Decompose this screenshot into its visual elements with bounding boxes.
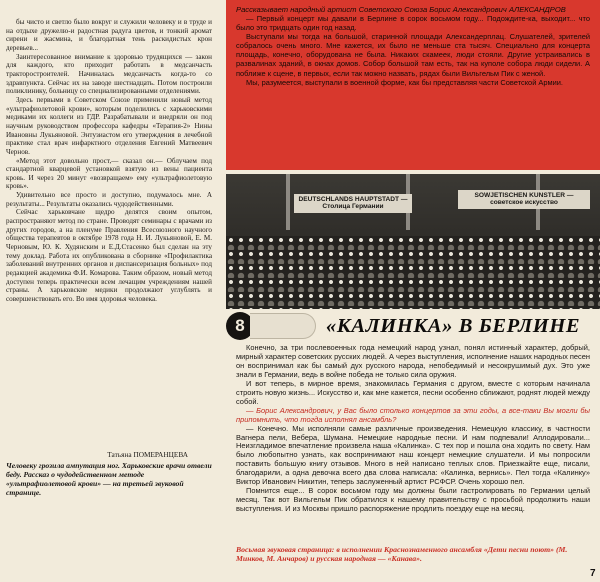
author-signature: Татьяна ПОМЕРАНЦЕВА bbox=[107, 450, 188, 459]
photo-banner-right: SOWJETISCHEN KUNSTLER — советское искусство bbox=[458, 190, 590, 209]
photo-banner-left: DEUTSCHLANDS HAUPTSTADT — Столица Германии bbox=[294, 194, 412, 213]
story-paragraph: И вот теперь, в мирное время, знакомилась Германия с другом, вместе с которым начинала строить новую жизнь... Искусство и, как мне кажется, песни особенно сближают, роднят людей между собой. bbox=[236, 378, 590, 406]
interview-text bbox=[226, 344, 600, 518]
story-paragraph: Конечно, за три послевоенных года немецкий народ узнал, понял истинный характер, добрый, мирный характер советских русских людей. А через выступления, исполнение наших народных песен он воспринимал как бы самый дух русского народа, непобедимый и несокрушимый дух. Это уже знали в Германии, ведь в войне победа не только сила оружия. bbox=[236, 344, 590, 379]
intro-paragraph: Мы, разумеется, выступали в военной форме, как бы представляя части Советской Армии. bbox=[246, 77, 564, 87]
left-paragraph: Здесь первыми в Советском Союзе применили новый метод «ультрафиолетовой крови», которым поделились с харьковскими медиками их коллеги из ГДР. Разрабатывали и внедряли он под научным руководством профессора кафедры «Терапия-2» Нины Ивановны Лукьяновой. Энтузиастом его утверждения в лечебной практике стал врач инфарктного отделения Евгений Матвеевич Чернов. bbox=[6, 95, 212, 156]
left-paragraph: «Метод этот довольно прост,— сказал он.— Облучаем под стандартной кварцевой установкой взятую из вены пациента кровь. И через 20 минут «возвращаем» ему «ультрафиолетовую кровь». bbox=[6, 156, 212, 191]
choir-photo bbox=[226, 174, 600, 309]
section-number-badge: 8 bbox=[226, 312, 254, 340]
left-paragraph: Сейчас харьковчане щедро делятся своим опытом, распространяют метод по стране. Проводят семинары с врачами из других городов, а на пленуме Правления Всесоюзного научного общества терапевтов в октябре 1978 года Н. И. Лукьяновой, Е. М. Черновым, Ю. К. Худянским и Е.Д.Стасенко был сделан на эту тему доклад. Работа их опубликована в сборнике «Профилактика заболеваний внутренних органов и диспансеризация больных» под редакцией академика Ф.И. Комарова. Таким образом, новый метод доступен теперь практически всем лечащим учреждениям нашей страны. А харьковские медики продолжают углублять и совершенствовать его. Во имя здоровья человека. bbox=[6, 208, 212, 303]
left-column bbox=[0, 0, 218, 582]
left-paragraph: Заинтересованное внимание к здоровью трудящихся — закон для каждого, кто приходит работать в медсанчасть тракторостроителей. Начиналась медсанчасть когда-то со здравпункта. Сейчас их на заводе шестнадцать. Потом построили поликлинику, больницу со специализированными отделениями. bbox=[6, 52, 212, 96]
section-headline: «КАЛИНКА» В БЕРЛИНЕ bbox=[326, 314, 581, 337]
intro-box bbox=[226, 0, 600, 170]
intro-text bbox=[236, 14, 590, 87]
left-article-text bbox=[6, 18, 212, 450]
photo-mast bbox=[286, 174, 290, 230]
story-answer: — Конечно. Мы исполняли самые различные произведения. Немецкую классику, в частности Вагнера пели, Вебера, Шумана. Немецкие народные песни. И нам подпевали! Аплодировали... Неизгладимое впечатление произвела наша «Калинка». С тех пор и пошла она ходить по свету. Нам было любопытно узнать, как воспринимают наш концерт немецкие слушатели. И мы попросили поставить большую книгу отзывов. Много в ней написано теплых слов. Приезжайте еще, писали, благодарили, а одна девочка всего два слова написала: «Калинка, вернись». Пел тогда «Калинку» Виктор Иванович Никитин, теперь заслуженный артист РСФСР. Очень хорошо пел. bbox=[236, 423, 590, 487]
left-caption: Человеку грозила ампутация ног. Харьковские врачи отвели беду. Рассказ о чудодейственном методе «ультрафиолетовой крови» — на третьей звуковой странице. bbox=[6, 461, 212, 497]
section-header bbox=[226, 312, 600, 340]
sound-page-caption: Восьмая звуковая страница: в исполнении Краснознаменного ансамбля «Дети песни поют» (М. Минков, М. Анчаров) и русская народная — «Канава». bbox=[236, 545, 568, 564]
badge-tab-shape bbox=[250, 313, 316, 339]
photo-choir-crowd bbox=[226, 236, 600, 309]
story-answer: Помнится еще... В сорок восьмом году мы должны были гастролировать по Германии целый месяц. Так вот Вильгельм Пик обратился к нашему правительству с просьбой продолжить наши выступления. И из Москвы пришло распоряжение продлить поездку еще на месяц. bbox=[236, 486, 590, 514]
left-paragraph: Удивительно все просто и доступно, подумалось мне. А результаты... Результаты оказались чудодейственными. bbox=[6, 191, 212, 208]
interview-question: — Борис Александрович, у Вас было столько концертов за эти годы, а все-таки Вы могли бы припомнить, что тогда исполнял ансамбль? bbox=[236, 405, 590, 424]
left-paragraph: бы чисто и светло было вокруг и служили человеку и в труде и на отдыхе дружелю-и радостная радуга цветов, и тонкий аромат сирени и жасмина, и благодатная тень раскидистых крон деревьев... bbox=[6, 18, 212, 52]
intro-paragraph: — Первый концерт мы давали в Берлине в сорок восьмом году... Подождите-ка, выходит... что было это тридцать один год назад. bbox=[236, 14, 590, 33]
intro-lead: Рассказывает народный артист Советского Союза Борис Александрович АЛЕКСАНДРОВ bbox=[236, 5, 566, 14]
intro-paragraph: Выступали мы тогда на большой, старинной площади Александерплац. Слушателей, зрителей собралось очень много. Мне кажется, их было не меньше ста тысяч. Специально для концерта площадь, конечно, оборудована не была. Никаких скамеек, люди стояли. Другие устраивались в развалинах зданий, в окнах домов. Собор большой там есть, так на куполе собора люди сидели. А поближе к сцене, в первых, если так можно назвать, рядах были Вильгельм Пик с женой. bbox=[236, 32, 590, 78]
right-column bbox=[226, 0, 600, 582]
page-number: 7 bbox=[590, 568, 596, 579]
